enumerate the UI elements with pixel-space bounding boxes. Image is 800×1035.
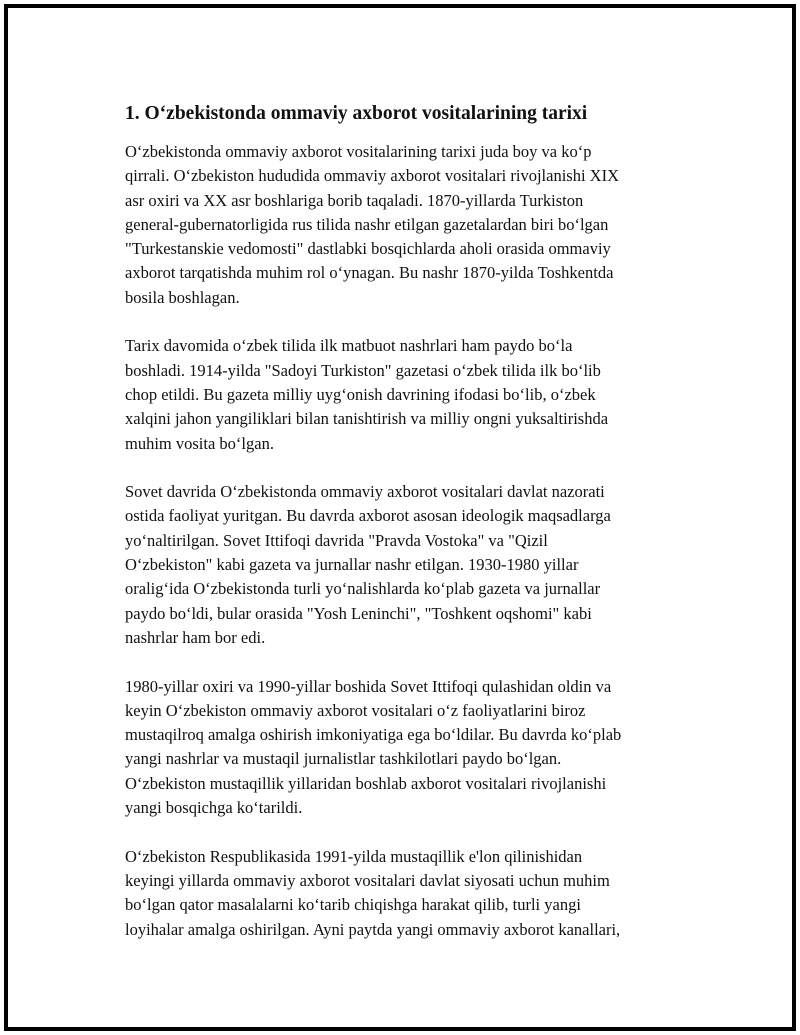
paragraph-4: 1980-yillar oxiri va 1990-yillar boshida Sovet Ittifoqi qulashidan oldin va keyin O‘zbekiston ommaviy axborot vositalari o‘z faoliyatlarini biroz mustaqilroq amalga oshirish imkoniyatiga ega bo‘ldilar. Bu davrda ko‘plab yangi nashrlar va mustaqil jurnalistlar tashkilotlari paydo bo‘lgan. O‘zbekiston mustaqillik yillaridan boshlab axborot vositalari rivojlanishi yangi bosqichga ko‘tarildi. [125,676,622,818]
paragraph-5: O‘zbekiston Respublikasida 1991-yilda mustaqillik e'lon qilinishidan keyingi yillarda ommaviy axborot vositalari davlat siyosati uchun muhim bo‘lgan qator masalalarni ko‘tarib chiqishga harakat qilib, turli yangi loyihalar amalga oshirilgan. Ayni paytda yangi ommaviy axborot kanallari, [125,846,621,939]
paragraph-2: Tarix davomida o‘zbek tilida ilk matbuot nashrlari ham paydo bo‘la boshladi. 1914-yilda "Sadoyi Turkiston" gazetasi o‘zbek tilida ilk bo‘lib chop etildi. Bu gazeta milliy uyg‘onish davrining ifodasi bo‘lib, o‘zbek xalqini jahon yangiliklari bilan tanishtirish va milliy ongni yuksaltirishda muhim vosita bo‘lgan. [125,336,609,453]
section-heading: 1. O‘zbekistonda ommaviy axborot vositalarining tarixi [125,103,588,124]
document-body [121,100,696,966]
paragraph-1: O‘zbekistonda ommaviy axborot vositalarining tarixi juda boy va ko‘p qirrali. O‘zbekiston hududida ommaviy axborot vositalari rivojlanishi XIX asr oxiri va XX asr boshlariga borib taqaladi. 1870-yillarda Turkiston general-gubernatorligida rus tilida nashr etilgan gazetalardan biri bo‘lgan "Turkestanskie vedomosti" dastlabki bosqichlarda aholi orasida ommaviy axborot tarqatishda muhim rol o‘ynagan. Bu nashr 1870-yilda Toshkentda bosila boshlagan. [125,142,619,307]
paragraph-3: Sovet davrida O‘zbekistonda ommaviy axborot vositalari davlat nazorati ostida faoliyat yuritgan. Bu davrda axborot asosan ideologik maqsadlarga yo‘naltirilgan. Sovet Ittifoqi davrida "Pravda Vostoka" va "Qizil O‘zbekiston" kabi gazeta va jurnallar nashr etilgan. 1930-1980 yillar oralig‘ida O‘zbekistonda turli yo‘nalishlarda ko‘plab gazeta va jurnallar paydo bo‘ldi, bular orasida "Yosh Leninchi", "Toshkent oqshomi" kabi nashrlar ham bor edi. [125,482,611,647]
page-frame [4,4,796,1031]
